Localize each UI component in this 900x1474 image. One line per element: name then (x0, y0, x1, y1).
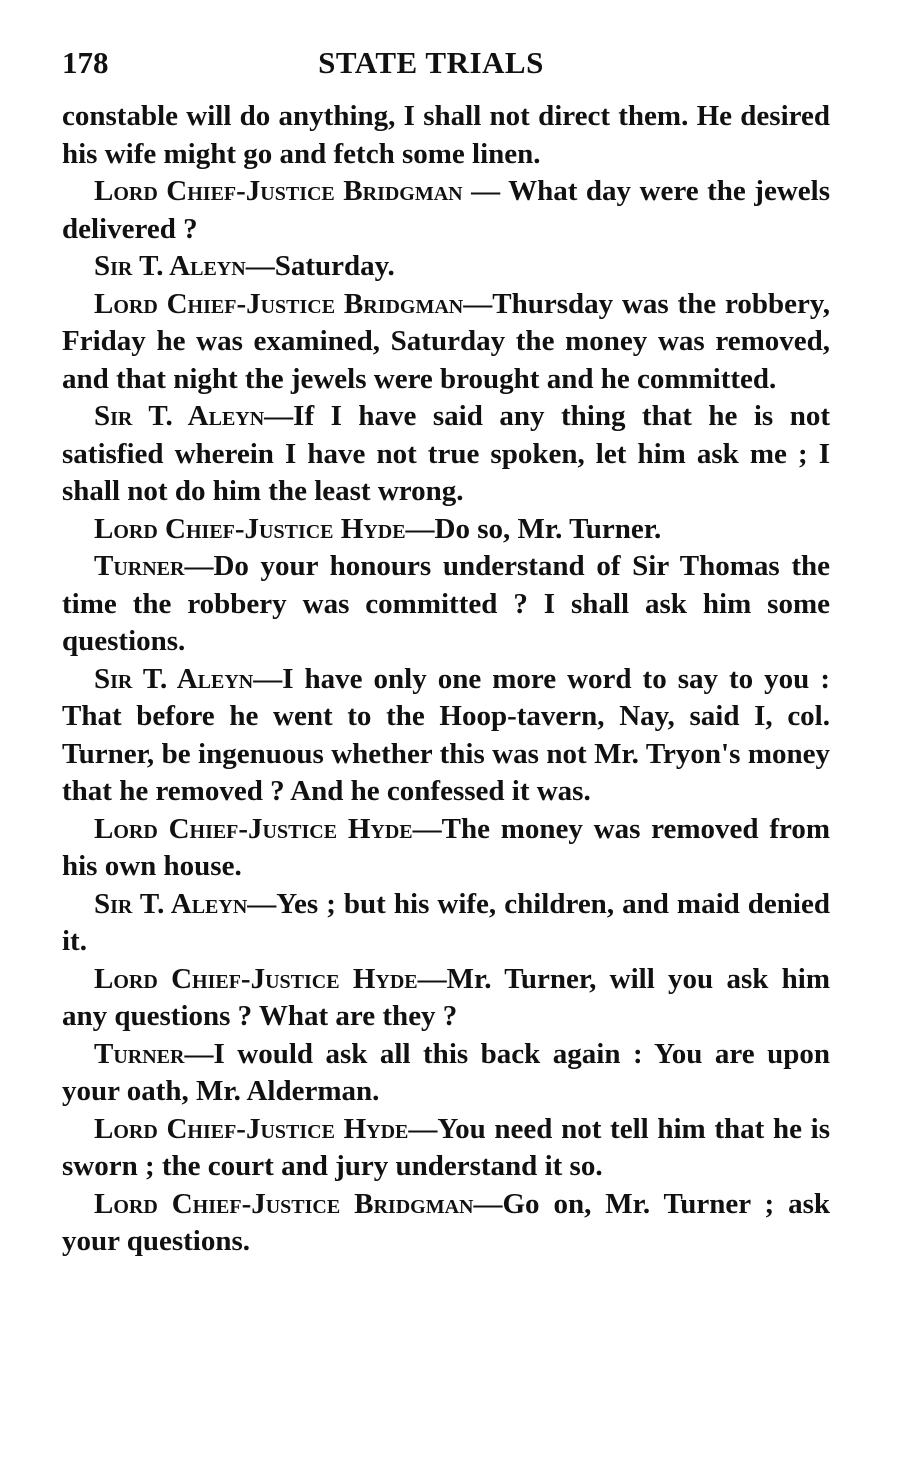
paragraph-text: —Thursday was the robbery, Friday he was examined, Saturday the money was removed, and that night the jewels were brought and he committed. (62, 287, 830, 395)
paragraph-text: —Do your honours understand of Sir Thomas the time the robbery was committed ? I shall ask him some questions. (62, 550, 830, 657)
running-title: STATE TRIALS (318, 45, 544, 80)
paragraph-text: —I have only one more word to say to you : That before he went to the Hoop-tavern, Nay, said I, col. Turner, be ingenuous whether this was not Mr. Tryon's money that he removed ? And he confessed it was. (62, 662, 830, 807)
speaker-name: Lord Chief-Justice Hyde (94, 512, 406, 545)
paragraph (62, 661, 830, 811)
paragraph-text: —You need not tell him that he is sworn ; the court and jury understand it so. (62, 1112, 830, 1182)
paragraph-text: —Do so, Mr. Turner. (405, 512, 662, 545)
speaker-name: Lord Chief-Justice Hyde (94, 962, 418, 995)
paragraph-text: —The money was removed from his own house. (62, 812, 830, 882)
paragraph-text: —Saturday. (245, 250, 395, 282)
speaker-name: Lord Chief-Justice Hyde (94, 1112, 409, 1145)
speaker-name: Turner (94, 550, 185, 582)
paragraph (62, 173, 830, 248)
speaker-name: Lord Chief-Justice Bridgman (94, 1187, 474, 1220)
paragraph (62, 548, 830, 661)
body-text (62, 98, 830, 1261)
paragraph-text: —I would ask all this back again : You are upon your oath, Mr. Alderman. (62, 1037, 830, 1107)
speaker-name: Sir T. Aleyn (94, 662, 254, 695)
speaker-name: Lord Chief-Justice Hyde (94, 812, 413, 845)
paragraph (62, 511, 830, 549)
paragraph-text: —If I have said any thing that he is not satisfied wherein I have not true spoken, let him ask me ; I shall not do him the least wrong. (62, 400, 830, 507)
paragraph-text: — What day were the jewels delivered ? (62, 175, 830, 245)
speaker-name: Lord Chief-Justice Bridgman (94, 175, 463, 207)
paragraph (62, 398, 830, 511)
paragraph (62, 886, 830, 961)
speaker-name: Sir T. Aleyn (94, 887, 248, 920)
speaker-name: Sir T. Aleyn (94, 400, 265, 432)
paragraph (62, 961, 830, 1036)
paragraph (62, 811, 830, 886)
paragraph (62, 286, 830, 399)
paragraph (62, 98, 830, 173)
paragraph-text: —Yes ; but his wife, children, and maid denied it. (62, 887, 830, 957)
paragraph-text: —Mr. Turner, will you ask him any questions ? What are they ? (62, 962, 831, 1032)
running-head (62, 40, 830, 86)
paragraph-text: —Go on, Mr. Turner ; ask your questions. (62, 1187, 830, 1257)
paragraph (62, 1036, 830, 1111)
book-page (62, 40, 830, 1261)
paragraph (62, 1111, 830, 1186)
speaker-name: Sir T. Aleyn (94, 250, 246, 282)
paragraph (62, 1186, 830, 1261)
page-number: 178 (62, 45, 109, 80)
paragraph-text: constable will do anything, I shall not direct them. He desired his wife might go and fetch some linen. (62, 100, 830, 170)
speaker-name: Lord Chief-Justice Bridgman (94, 287, 464, 320)
paragraph (62, 248, 830, 286)
speaker-name: Turner (94, 1037, 185, 1070)
